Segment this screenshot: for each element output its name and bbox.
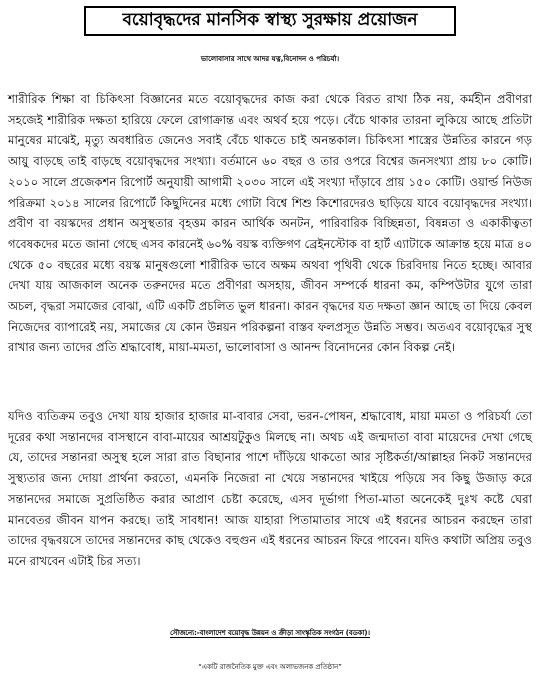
credit-line — [0, 627, 540, 639]
credit-text: সৌজন্যে:-বাংলাদেশ বয়োবৃদ্ধ উন্নয়ন ও ক্রীড়া সাংস্কৃতিক সংগঠন (বডকা)। — [170, 629, 370, 637]
document-title-text: বয়োবৃদ্ধদের মানসিক স্বাস্থ্য সুরক্ষায় প্রয়োজন — [122, 10, 418, 30]
document-subtitle: ভালোবাসার সাথে আদর যত্ন,বিনোদন ও পরিচর্যা। — [200, 55, 340, 63]
paragraph-1: শারীরিক শিক্ষা বা চিকিৎসা বিজ্ঞানের মতে বয়োবৃদ্ধদের কাজ করা থেকে বিরত রাখা ঠিক নয়, কর্মহীন প্রবীণরা সহজেই শারীরিক দক্ষতা হারিয়ে ফেলে রোগাক্রান্ত এবং অথর্ব হয়ে পড়ে। বেঁচে থাকার তারনা লুকিয়ে আছে প্রতিটা মানুষের মাঝেই, মৃত্যু অবধারিত জেনেও সবাই বেঁচে থাকতে চাই অনন্তকাল। চিকিৎসা শাস্ত্রের উন্নতির কারনে গড় আয়ু বাড়ছে তাই বাড়ছে বয়োবৃদ্ধদের সংখ্যা। বর্তমানে ৬০ বছর ও তার ওপরে বিশ্বের জনসংখ্যা প্রায় ৮০ কোটি। ২০১০ সালে প্রজেকশন রিপোর্ট অনুযায়ী আগামী ২০৩০ সালে এই সংখ্যা দাঁড়াবে প্রায় ১৫০ কোটি। ওয়ার্ল্ড নিউজ পরিক্রমা ২০১৪ সালের রিপোর্টে কিছুদিনের মধ্যে গোটা বিশ্বে শিশু কিশোরদেরও ছাড়িয়ে যাবে বয়োবৃদ্ধদের সংখ্যা। প্রবীণ বা বয়স্কদের প্রধান অসুস্থতার বৃহত্তম কারন আর্থিক অনটন, পারিবারিক বিচ্ছিন্নতা, বিষন্নতা ও একাকীত্বতা গবেষকদের মতে জানা গেছে এসব কারনেই ৬০% বয়স্ক ব্যক্তিগণ ব্রেইনস্টোক বা হার্ট এ্যাটাকে আক্রান্ত হয়ে মাত্র ৪০ থেকে ৫০ বছরের মধ্যে বয়স্ক মানুষগুলো শারীরিক ভাবে অক্ষম অথবা পৃথিবী থেকে চিরবিদায় নিতে হচ্ছে। আবার দেখা যায় আজকাল অনেক তরুনদের মতে প্রবীণরা অসহায়, জীবন সম্পর্কে ধারনা কম, কম্পিউটার যুগে তারা অচল, বৃদ্ধরা সমাজের বোঝা, এটি একটি প্রচলিত ভুল ধারনা। কারন বৃদ্ধদের যত দক্ষতা জ্ঞান আছে তা দিয়ে কেবল নিজেদের ব্যাপারেই নয়, সমাজের যে কোন উন্নয়ন পরিকল্পনা বাস্তব ফলপ্রসূত উন্নতি সম্ভব। অতএব বয়োবৃদ্ধের সুস্থ রাখার জন্য তাদের প্রতি শ্রদ্ধাবোধ, মায়া-মমতা, ভালোবাসা ও আনন্দ বিনোদনের কোন বিকল্প নেই। — [8, 92, 532, 355]
organization-motto: “একটি রাজনৈতিক মুক্ত এবং অলাভজনক প্রতিষ্ঠান” — [198, 663, 342, 671]
paragraph-2: যদিও ব্যতিক্রম তবুও দেখা যায় হাজার হাজার মা-বাবার সেবা, ভরন-পোষন, শ্রদ্ধাবোধ, মায়া মমতা ও পরিচর্যা তো দূরের কথা সন্তানদের বাসস্থানে বাবা-মায়ের আশ্রয়টুকুও মিলছে না। অথচ এই জন্মদাতা বাবা মায়েদের দেখা গেছে যে, তাদের সন্তানরা অসুস্থ হলে সারা রাত বিছানার পাশে দাঁড়িয়ে থাকতো আর সৃষ্টিকর্তা/আল্লাহর নিকট সন্তানদের সুস্থ্যতার জন্য দোয়া প্রার্থনা করতো, এমনকি নিজেরা না খেয়ে সন্তানদের খাইয়ে পড়িয়ে সব কিছু উজাড় করে সন্তানদের সমাজে সুপ্রতিষ্ঠিত করার আপ্রাণ চেষ্টা করেছে, এসব দূর্ভাগা পিতা-মাতা অনেকেই দুঃখ কষ্টে ঘেরা মানবেতর জীবন যাপন করছে। তাই সাবধান! আজ যাহারা পিতামাতার সাথে এই ধরনের আচরন করছেন তারা তাদের বৃদ্ধবয়সে তাদের সন্তানদের কাছ থেকেও বহুগুন এই ধরনের আচরন ফিরে পাবেন। যদিও কথাটা অপ্রিয় তবুও মনে রাখবেন এটাই চির সত্য। — [8, 409, 532, 568]
document-title — [84, 6, 456, 36]
